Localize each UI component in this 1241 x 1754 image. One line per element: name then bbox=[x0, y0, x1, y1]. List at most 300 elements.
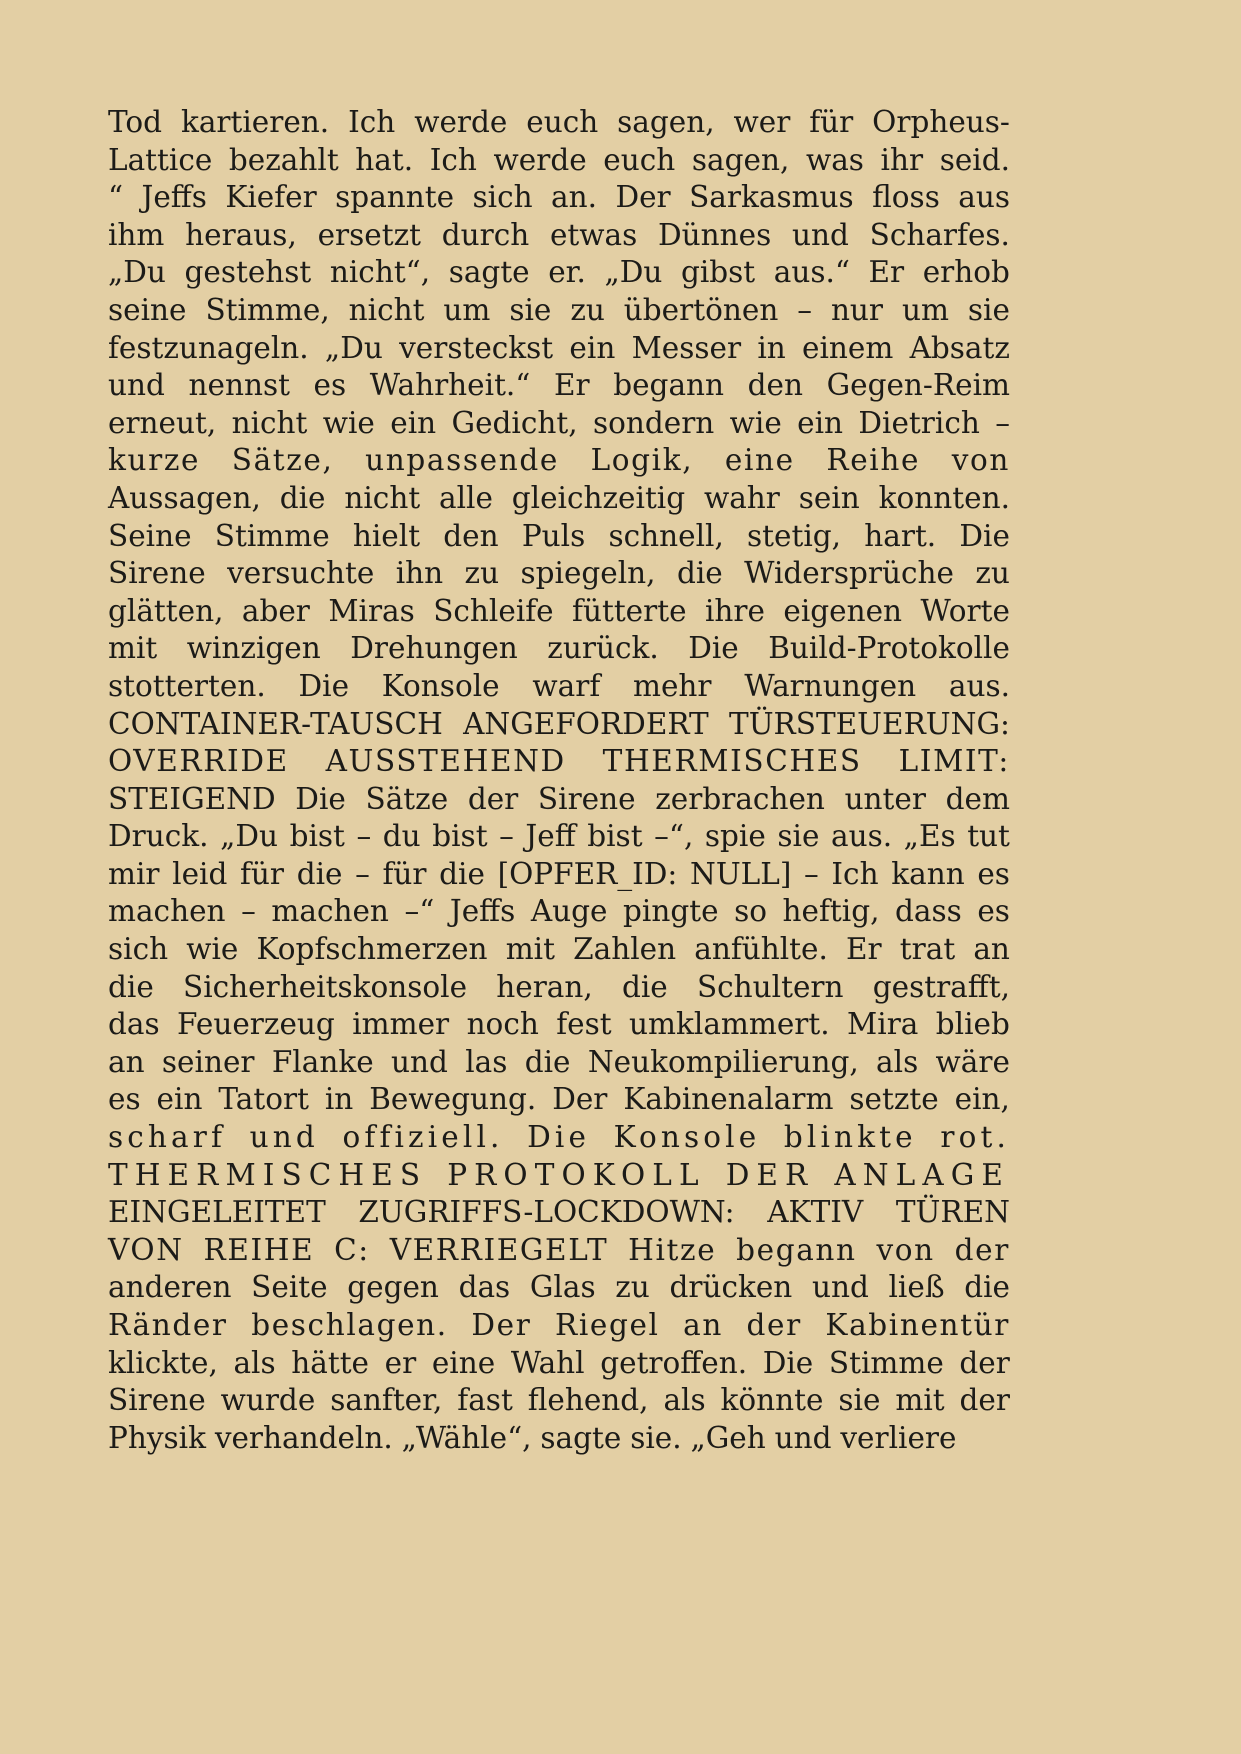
word: Physik bbox=[108, 1420, 206, 1455]
word: Schultern bbox=[696, 969, 844, 1004]
word: Druck. bbox=[108, 819, 209, 854]
word: Neukompilierung, bbox=[587, 1044, 859, 1079]
word: wurde bbox=[220, 1383, 316, 1418]
word: OVERRIDE bbox=[108, 744, 289, 779]
word: sich bbox=[472, 180, 533, 215]
word: hielt bbox=[352, 518, 421, 553]
word: an. bbox=[551, 180, 598, 215]
word: gibst bbox=[680, 255, 756, 290]
word: – bbox=[797, 292, 812, 327]
word: bist bbox=[432, 819, 488, 854]
word: euch bbox=[526, 105, 599, 139]
word: Sarkasmus bbox=[689, 180, 854, 215]
text-line bbox=[108, 179, 1010, 217]
word: Sätze bbox=[365, 781, 449, 816]
word: Der bbox=[552, 1082, 608, 1117]
word: Aussagen, bbox=[108, 480, 261, 515]
word: Build-Protokolle bbox=[768, 631, 1010, 666]
text-line bbox=[108, 593, 1010, 631]
word: AUSSTEHEND bbox=[325, 744, 566, 779]
word: an bbox=[683, 1308, 723, 1342]
word: Er bbox=[553, 368, 590, 403]
word: unpassende bbox=[365, 443, 559, 478]
word: floss bbox=[872, 180, 940, 215]
word: warf bbox=[532, 668, 601, 703]
word: den bbox=[443, 518, 499, 553]
word: TÜRSTEUERUNG: bbox=[729, 706, 1010, 741]
word: Reihe bbox=[826, 443, 921, 478]
word: den bbox=[747, 368, 803, 403]
word: könnte bbox=[720, 1383, 824, 1418]
word: fütterte bbox=[572, 593, 687, 628]
word: sagen, bbox=[691, 142, 790, 177]
text-line bbox=[108, 1081, 1010, 1119]
word: konnten. bbox=[878, 480, 1010, 515]
word: Die bbox=[762, 1345, 814, 1380]
word: wahr bbox=[703, 480, 780, 515]
word: VERRIEGELT bbox=[389, 1232, 609, 1267]
word: begann bbox=[613, 368, 725, 403]
word: mit bbox=[108, 631, 158, 666]
word: seiner bbox=[161, 1044, 255, 1079]
word: Sirene bbox=[108, 556, 206, 591]
word: es bbox=[313, 368, 347, 403]
word: gegen bbox=[347, 1270, 439, 1305]
word: von bbox=[876, 1232, 935, 1267]
word: versuchte bbox=[227, 556, 375, 591]
word: nicht bbox=[348, 292, 425, 327]
word: Ich bbox=[831, 856, 879, 891]
text-line bbox=[108, 217, 1010, 255]
word: offiziell. bbox=[342, 1120, 504, 1155]
word: spannte bbox=[335, 180, 455, 215]
word: kann bbox=[891, 856, 965, 891]
word: rot. bbox=[940, 1120, 1010, 1155]
word: ANGEFORDERT bbox=[463, 706, 709, 741]
word: PROTOKOLL bbox=[447, 1157, 706, 1192]
text-line bbox=[108, 1119, 1010, 1157]
word: klickte, bbox=[108, 1345, 218, 1380]
word: Widersprüche bbox=[744, 556, 954, 591]
text-line bbox=[108, 706, 1010, 744]
text-line bbox=[108, 405, 1010, 443]
word: übertönen bbox=[623, 292, 779, 327]
word: REIHE bbox=[203, 1232, 315, 1267]
word: es bbox=[108, 1082, 141, 1117]
word: gestehst bbox=[184, 255, 312, 290]
word: Tod bbox=[108, 105, 163, 139]
word: C: bbox=[334, 1232, 370, 1267]
text-line bbox=[108, 856, 1010, 894]
text-line bbox=[108, 630, 1010, 668]
word: Miras bbox=[328, 593, 415, 628]
word: Seine bbox=[108, 518, 192, 553]
text-line bbox=[108, 668, 1010, 706]
word: [OPFER_ID: bbox=[497, 856, 678, 891]
word: glätten, bbox=[108, 593, 224, 628]
word: aus.“ bbox=[773, 255, 850, 290]
word: für bbox=[382, 856, 427, 891]
word: sie. bbox=[630, 1420, 682, 1455]
word: bist bbox=[289, 819, 345, 854]
text-line bbox=[108, 1006, 1010, 1044]
word: die bbox=[621, 969, 668, 1004]
text-line bbox=[108, 480, 1010, 518]
word: – bbox=[356, 819, 372, 854]
word: Der bbox=[471, 1308, 532, 1342]
word: Ich bbox=[348, 105, 396, 139]
word: wer bbox=[733, 105, 791, 139]
word: das bbox=[458, 1270, 511, 1305]
word: werde bbox=[414, 105, 508, 139]
word: heftig, bbox=[782, 894, 880, 929]
word: der bbox=[959, 1345, 1010, 1380]
word: immer bbox=[352, 1007, 450, 1042]
word: so bbox=[734, 894, 767, 929]
word: die bbox=[676, 556, 723, 591]
word: nennst bbox=[188, 368, 290, 403]
word: THERMISCHES bbox=[108, 1157, 428, 1192]
word: Kabinenalarm bbox=[623, 1082, 834, 1117]
word: es bbox=[977, 894, 1010, 929]
word: Dietrich bbox=[858, 405, 980, 440]
word: Die bbox=[298, 668, 350, 703]
word: zu bbox=[615, 1270, 650, 1305]
word: Flanke bbox=[271, 1044, 374, 1079]
word: “ bbox=[108, 180, 124, 215]
text-line bbox=[108, 1345, 1010, 1383]
text-line bbox=[108, 1307, 1010, 1345]
word: wie bbox=[322, 405, 375, 440]
word: EINGELEITET bbox=[108, 1195, 326, 1230]
word: TÜREN bbox=[895, 1195, 1010, 1230]
word: die bbox=[524, 1044, 571, 1079]
word: – bbox=[241, 894, 256, 929]
word: aus bbox=[958, 180, 1010, 215]
word: ihn bbox=[395, 556, 444, 591]
word: Warnungen bbox=[744, 668, 917, 703]
word: – bbox=[995, 405, 1010, 440]
word: Stimme, bbox=[205, 292, 330, 327]
word: Dünnes bbox=[658, 217, 772, 252]
word: sondern bbox=[592, 405, 715, 440]
word: alle bbox=[439, 480, 493, 515]
word: du bbox=[382, 819, 421, 854]
word: Er bbox=[846, 932, 882, 967]
word: und bbox=[791, 217, 849, 252]
word: verhandeln. bbox=[214, 1420, 393, 1455]
word: von bbox=[951, 443, 1010, 478]
word: ein bbox=[797, 405, 844, 440]
word: bist bbox=[587, 819, 643, 854]
word: um bbox=[443, 292, 491, 327]
word: der bbox=[467, 781, 519, 816]
word: an bbox=[108, 1044, 145, 1079]
word: Die bbox=[527, 1120, 591, 1155]
word: Die bbox=[295, 781, 346, 816]
word: Gedicht, bbox=[451, 405, 578, 440]
word: Seite bbox=[251, 1270, 328, 1305]
word: sagen, bbox=[617, 105, 715, 139]
word: als bbox=[876, 1044, 919, 1079]
word: Absatz bbox=[909, 330, 1010, 365]
word: wie bbox=[186, 932, 239, 967]
word: nur bbox=[830, 292, 884, 327]
word: zu bbox=[975, 556, 1010, 591]
word: Hitze bbox=[628, 1232, 717, 1267]
word: das bbox=[108, 1007, 160, 1042]
word: sie bbox=[509, 292, 552, 327]
word: erneut, bbox=[108, 405, 217, 440]
word: an bbox=[973, 932, 1010, 967]
word: dem bbox=[945, 781, 1010, 816]
word: Ränder bbox=[108, 1308, 228, 1342]
word: scharf bbox=[108, 1120, 227, 1155]
text-line bbox=[108, 555, 1010, 593]
text-line bbox=[108, 254, 1010, 292]
word: sie bbox=[838, 1383, 881, 1418]
word: sagte bbox=[540, 1420, 622, 1455]
word: stotterten. bbox=[108, 668, 266, 703]
word: Tatort bbox=[218, 1082, 309, 1117]
word: und bbox=[774, 1420, 832, 1455]
word: Logik, bbox=[590, 443, 694, 478]
word: ein bbox=[390, 405, 437, 440]
word: und bbox=[108, 368, 165, 403]
word: aus. bbox=[830, 819, 893, 854]
word: „Du bbox=[324, 330, 383, 365]
word: pingte bbox=[623, 894, 719, 929]
word: sein bbox=[798, 480, 860, 515]
word: zerbrachen bbox=[655, 781, 825, 816]
text-line bbox=[108, 1044, 1010, 1082]
word: und bbox=[391, 1044, 448, 1079]
text-line bbox=[108, 104, 1010, 142]
word: versteckst bbox=[399, 330, 554, 365]
text-line bbox=[108, 969, 1010, 1007]
word: leid bbox=[172, 856, 228, 891]
word: als bbox=[663, 1383, 706, 1418]
text-line bbox=[108, 818, 1010, 856]
word: die bbox=[279, 480, 326, 515]
word: heraus, bbox=[185, 217, 297, 252]
word: machen bbox=[271, 894, 389, 929]
word: wäre bbox=[935, 1044, 1010, 1079]
word: CONTAINER-TAUSCH bbox=[108, 706, 443, 741]
word: blinkte bbox=[783, 1120, 917, 1155]
text-line bbox=[108, 931, 1010, 969]
word: Sirene bbox=[108, 1383, 206, 1418]
word: zurück. bbox=[547, 631, 659, 666]
word: „Du bbox=[108, 255, 166, 290]
word: noch bbox=[466, 1007, 539, 1042]
text-line bbox=[108, 142, 1010, 180]
word: ein bbox=[156, 1082, 203, 1117]
word: einem bbox=[802, 330, 894, 365]
word: trat bbox=[899, 932, 956, 967]
word: tut bbox=[967, 819, 1010, 854]
word: Auge bbox=[530, 894, 608, 929]
word: eigenen bbox=[783, 593, 903, 628]
word: blieb bbox=[935, 1007, 1010, 1042]
word: hart. bbox=[864, 518, 937, 553]
word: bezahlt bbox=[228, 142, 339, 177]
word: euch bbox=[603, 142, 676, 177]
word: „Wähle“, bbox=[401, 1420, 532, 1455]
word: anderen bbox=[108, 1270, 232, 1305]
word: erhob bbox=[922, 255, 1010, 290]
word: kartieren. bbox=[180, 105, 330, 139]
word: machen bbox=[108, 894, 226, 929]
word: mit bbox=[505, 932, 555, 967]
word: in bbox=[324, 1082, 354, 1117]
text-line bbox=[108, 518, 1010, 556]
word: sie bbox=[777, 819, 820, 854]
word: Schleife bbox=[433, 593, 554, 628]
word: winzigen bbox=[186, 631, 321, 666]
word: etwas bbox=[549, 217, 638, 252]
word: verliere bbox=[840, 1420, 957, 1455]
word: Kabinentür bbox=[825, 1308, 1010, 1342]
text-line bbox=[108, 781, 1010, 819]
word: – bbox=[355, 856, 370, 891]
word: Orpheus- bbox=[872, 105, 1010, 139]
word: ZUGRIFFS-LOCKDOWN: bbox=[358, 1195, 735, 1230]
word: sanfter, bbox=[330, 1383, 443, 1418]
word: Scharfes. bbox=[869, 217, 1010, 252]
word: drücken bbox=[669, 1270, 793, 1305]
word: getroffen. bbox=[600, 1345, 748, 1380]
word: „Du bbox=[604, 255, 663, 290]
word: kurze bbox=[108, 443, 201, 478]
word: um bbox=[901, 292, 949, 327]
word: für bbox=[809, 105, 854, 139]
word: der bbox=[954, 1232, 1010, 1267]
word: Kopfschmerzen bbox=[256, 932, 488, 967]
word: Feuerzeug bbox=[177, 1007, 335, 1042]
word: spie bbox=[704, 819, 766, 854]
word: in bbox=[757, 330, 786, 365]
word: Worte bbox=[920, 593, 1010, 628]
word: „Geh bbox=[690, 1420, 766, 1455]
word: festzunageln. bbox=[108, 330, 309, 365]
word: zu bbox=[570, 292, 605, 327]
word: als bbox=[233, 1345, 276, 1380]
word: Messer bbox=[631, 330, 742, 365]
word: dass bbox=[895, 894, 962, 929]
word: der bbox=[959, 1383, 1010, 1418]
word: durch bbox=[441, 217, 530, 252]
word: Konsole bbox=[613, 1120, 761, 1155]
word: nicht“, bbox=[329, 255, 431, 290]
word: Konsole bbox=[381, 668, 500, 703]
text-line bbox=[108, 1232, 1010, 1270]
word: eine bbox=[431, 1345, 496, 1380]
word: die bbox=[439, 856, 485, 891]
word: gleichzeitig bbox=[511, 480, 686, 515]
word: – bbox=[804, 856, 819, 891]
word: ein, bbox=[954, 1082, 1010, 1117]
word: eine bbox=[724, 443, 795, 478]
word: Ich bbox=[429, 142, 477, 177]
word: –“ bbox=[404, 894, 435, 929]
word: heran, bbox=[496, 969, 593, 1004]
word: sie bbox=[967, 292, 1010, 327]
word: spiegeln, bbox=[520, 556, 656, 591]
word: las bbox=[465, 1044, 508, 1079]
word: „Du bbox=[220, 819, 279, 854]
text-line bbox=[108, 1420, 1010, 1458]
word: flehend, bbox=[527, 1383, 649, 1418]
word: begann bbox=[736, 1232, 857, 1267]
word: Mira bbox=[847, 1007, 919, 1042]
word: ihr bbox=[880, 142, 924, 177]
word: mehr bbox=[633, 668, 712, 703]
word: was bbox=[805, 142, 864, 177]
word: Die bbox=[959, 518, 1010, 553]
body-text-column bbox=[108, 104, 1010, 1457]
word: Zahlen bbox=[573, 932, 677, 967]
word: ihm bbox=[108, 217, 165, 252]
word: gestrafft, bbox=[872, 969, 1010, 1004]
word: aus. bbox=[948, 668, 1010, 703]
text-line bbox=[108, 1194, 1010, 1232]
word: nicht bbox=[231, 405, 308, 440]
word: Gegen-Reim bbox=[826, 368, 1010, 403]
word: ANLAGE bbox=[834, 1157, 1010, 1192]
word: wie bbox=[729, 405, 782, 440]
word: hat. bbox=[355, 142, 414, 177]
word: Wahl bbox=[510, 1345, 585, 1380]
word: hätte bbox=[291, 1345, 370, 1380]
word: und bbox=[249, 1120, 319, 1155]
word: Wahrheit.“ bbox=[369, 368, 531, 403]
word: THERMISCHES bbox=[602, 744, 862, 779]
text-line bbox=[108, 1269, 1010, 1307]
text-line bbox=[108, 292, 1010, 330]
text-line bbox=[108, 442, 1010, 480]
word: seid. bbox=[939, 142, 1010, 177]
word: unter bbox=[844, 781, 926, 816]
word: und bbox=[811, 1270, 869, 1305]
text-line bbox=[108, 1157, 1010, 1195]
word: es bbox=[977, 856, 1010, 891]
word: VON bbox=[108, 1232, 184, 1267]
word: aber bbox=[241, 593, 310, 628]
text-line bbox=[108, 743, 1010, 781]
word: schnell, bbox=[608, 518, 724, 553]
word: seine bbox=[108, 292, 187, 327]
word: für bbox=[240, 856, 285, 891]
text-line bbox=[108, 367, 1010, 405]
text-line bbox=[108, 1382, 1010, 1420]
word: die bbox=[108, 969, 154, 1004]
word: Drehungen bbox=[350, 631, 518, 666]
word: LIMIT: bbox=[898, 744, 1010, 779]
word: ließ bbox=[888, 1270, 945, 1305]
word: sich bbox=[108, 932, 169, 967]
word: ihre bbox=[704, 593, 765, 628]
word: Der bbox=[615, 180, 671, 215]
word: Sicherheitskonsole bbox=[182, 969, 468, 1004]
word: Riegel bbox=[554, 1308, 660, 1342]
word: Die bbox=[688, 631, 739, 666]
word: Stimme bbox=[214, 518, 330, 553]
word: „Es bbox=[903, 819, 956, 854]
word: Puls bbox=[521, 518, 586, 553]
word: die bbox=[964, 1270, 1010, 1305]
word: Sätze, bbox=[231, 443, 334, 478]
